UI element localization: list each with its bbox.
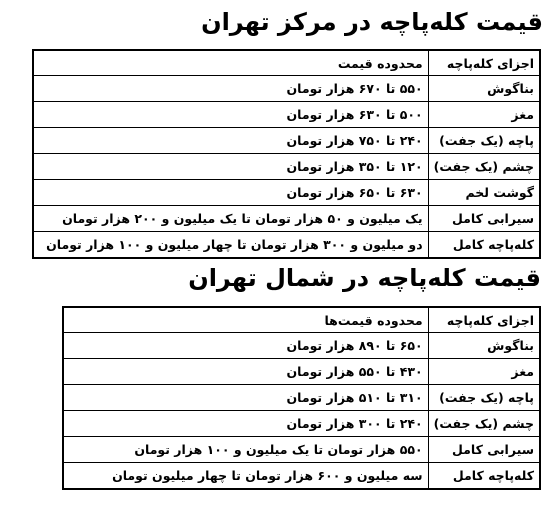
header-part: اجزای کله‌پاچه	[428, 307, 540, 333]
table-header-row	[33, 50, 540, 76]
north-tehran-title: قیمت کله‌پاچه در شمال تهران	[188, 264, 541, 292]
price-cell: ۶۵۰ تا ۸۹۰ هزار تومان	[63, 333, 428, 359]
part-cell: مغز	[428, 359, 540, 385]
price-cell: ۴۳۰ تا ۵۵۰ هزار تومان	[63, 359, 428, 385]
price-cell: دو میلیون و ۳۰۰ هزار تومان تا چهار میلیون و ۱۰۰ هزار تومان	[33, 232, 428, 259]
part-cell: بناگوش	[428, 333, 540, 359]
header-price-range: محدوده قیمت‌ها	[63, 307, 428, 333]
part-cell: پاچه (یک جفت)	[428, 128, 540, 154]
part-cell: کله‌پاچه کامل	[428, 232, 540, 259]
table-row	[63, 463, 540, 490]
center-tehran-price-table	[32, 49, 541, 259]
table-row	[63, 437, 540, 463]
table-header-row	[63, 307, 540, 333]
table-row	[33, 206, 540, 232]
part-cell: کله‌پاچه کامل	[428, 463, 540, 490]
table-row	[63, 359, 540, 385]
price-cell: یک میلیون و ۵۰ هزار تومان تا یک میلیون و ۲۰۰ هزار تومان	[33, 206, 428, 232]
table-row	[33, 102, 540, 128]
part-cell: گوشت لخم	[428, 180, 540, 206]
price-cell: ۱۲۰ تا ۳۵۰ هزار تومان	[33, 154, 428, 180]
part-cell: چشم (یک جفت)	[428, 411, 540, 437]
price-cell: ۵۵۰ هزار تومان تا یک میلیون و ۱۰۰ هزار تومان	[63, 437, 428, 463]
price-cell: ۲۴۰ تا ۷۵۰ هزار تومان	[33, 128, 428, 154]
table-row	[63, 411, 540, 437]
table-row	[33, 154, 540, 180]
table-row	[33, 180, 540, 206]
north-tehran-price-table	[62, 306, 541, 490]
price-cell: ۶۳۰ تا ۶۵۰ هزار تومان	[33, 180, 428, 206]
price-cell: ۲۴۰ تا ۳۰۰ هزار تومان	[63, 411, 428, 437]
table-row	[63, 385, 540, 411]
part-cell: پاچه (یک جفت)	[428, 385, 540, 411]
table-row	[33, 128, 540, 154]
price-cell: سه میلیون و ۶۰۰ هزار تومان تا چهار میلیون تومان	[63, 463, 428, 490]
table-row	[33, 232, 540, 259]
part-cell: چشم (یک جفت)	[428, 154, 540, 180]
price-cell: ۵۰۰ تا ۶۳۰ هزار تومان	[33, 102, 428, 128]
price-cell: ۳۱۰ تا ۵۱۰ هزار تومان	[63, 385, 428, 411]
price-cell: ۵۵۰ تا ۶۷۰ هزار تومان	[33, 76, 428, 102]
part-cell: بناگوش	[428, 76, 540, 102]
part-cell: مغز	[428, 102, 540, 128]
table-row	[33, 76, 540, 102]
center-tehran-title: قیمت کله‌پاچه در مرکز تهران	[201, 8, 543, 36]
part-cell: سیرابی کامل	[428, 437, 540, 463]
header-part: اجزای کله‌پاچه	[428, 50, 540, 76]
part-cell: سیرابی کامل	[428, 206, 540, 232]
table-row	[63, 333, 540, 359]
header-price-range: محدوده قیمت	[33, 50, 428, 76]
